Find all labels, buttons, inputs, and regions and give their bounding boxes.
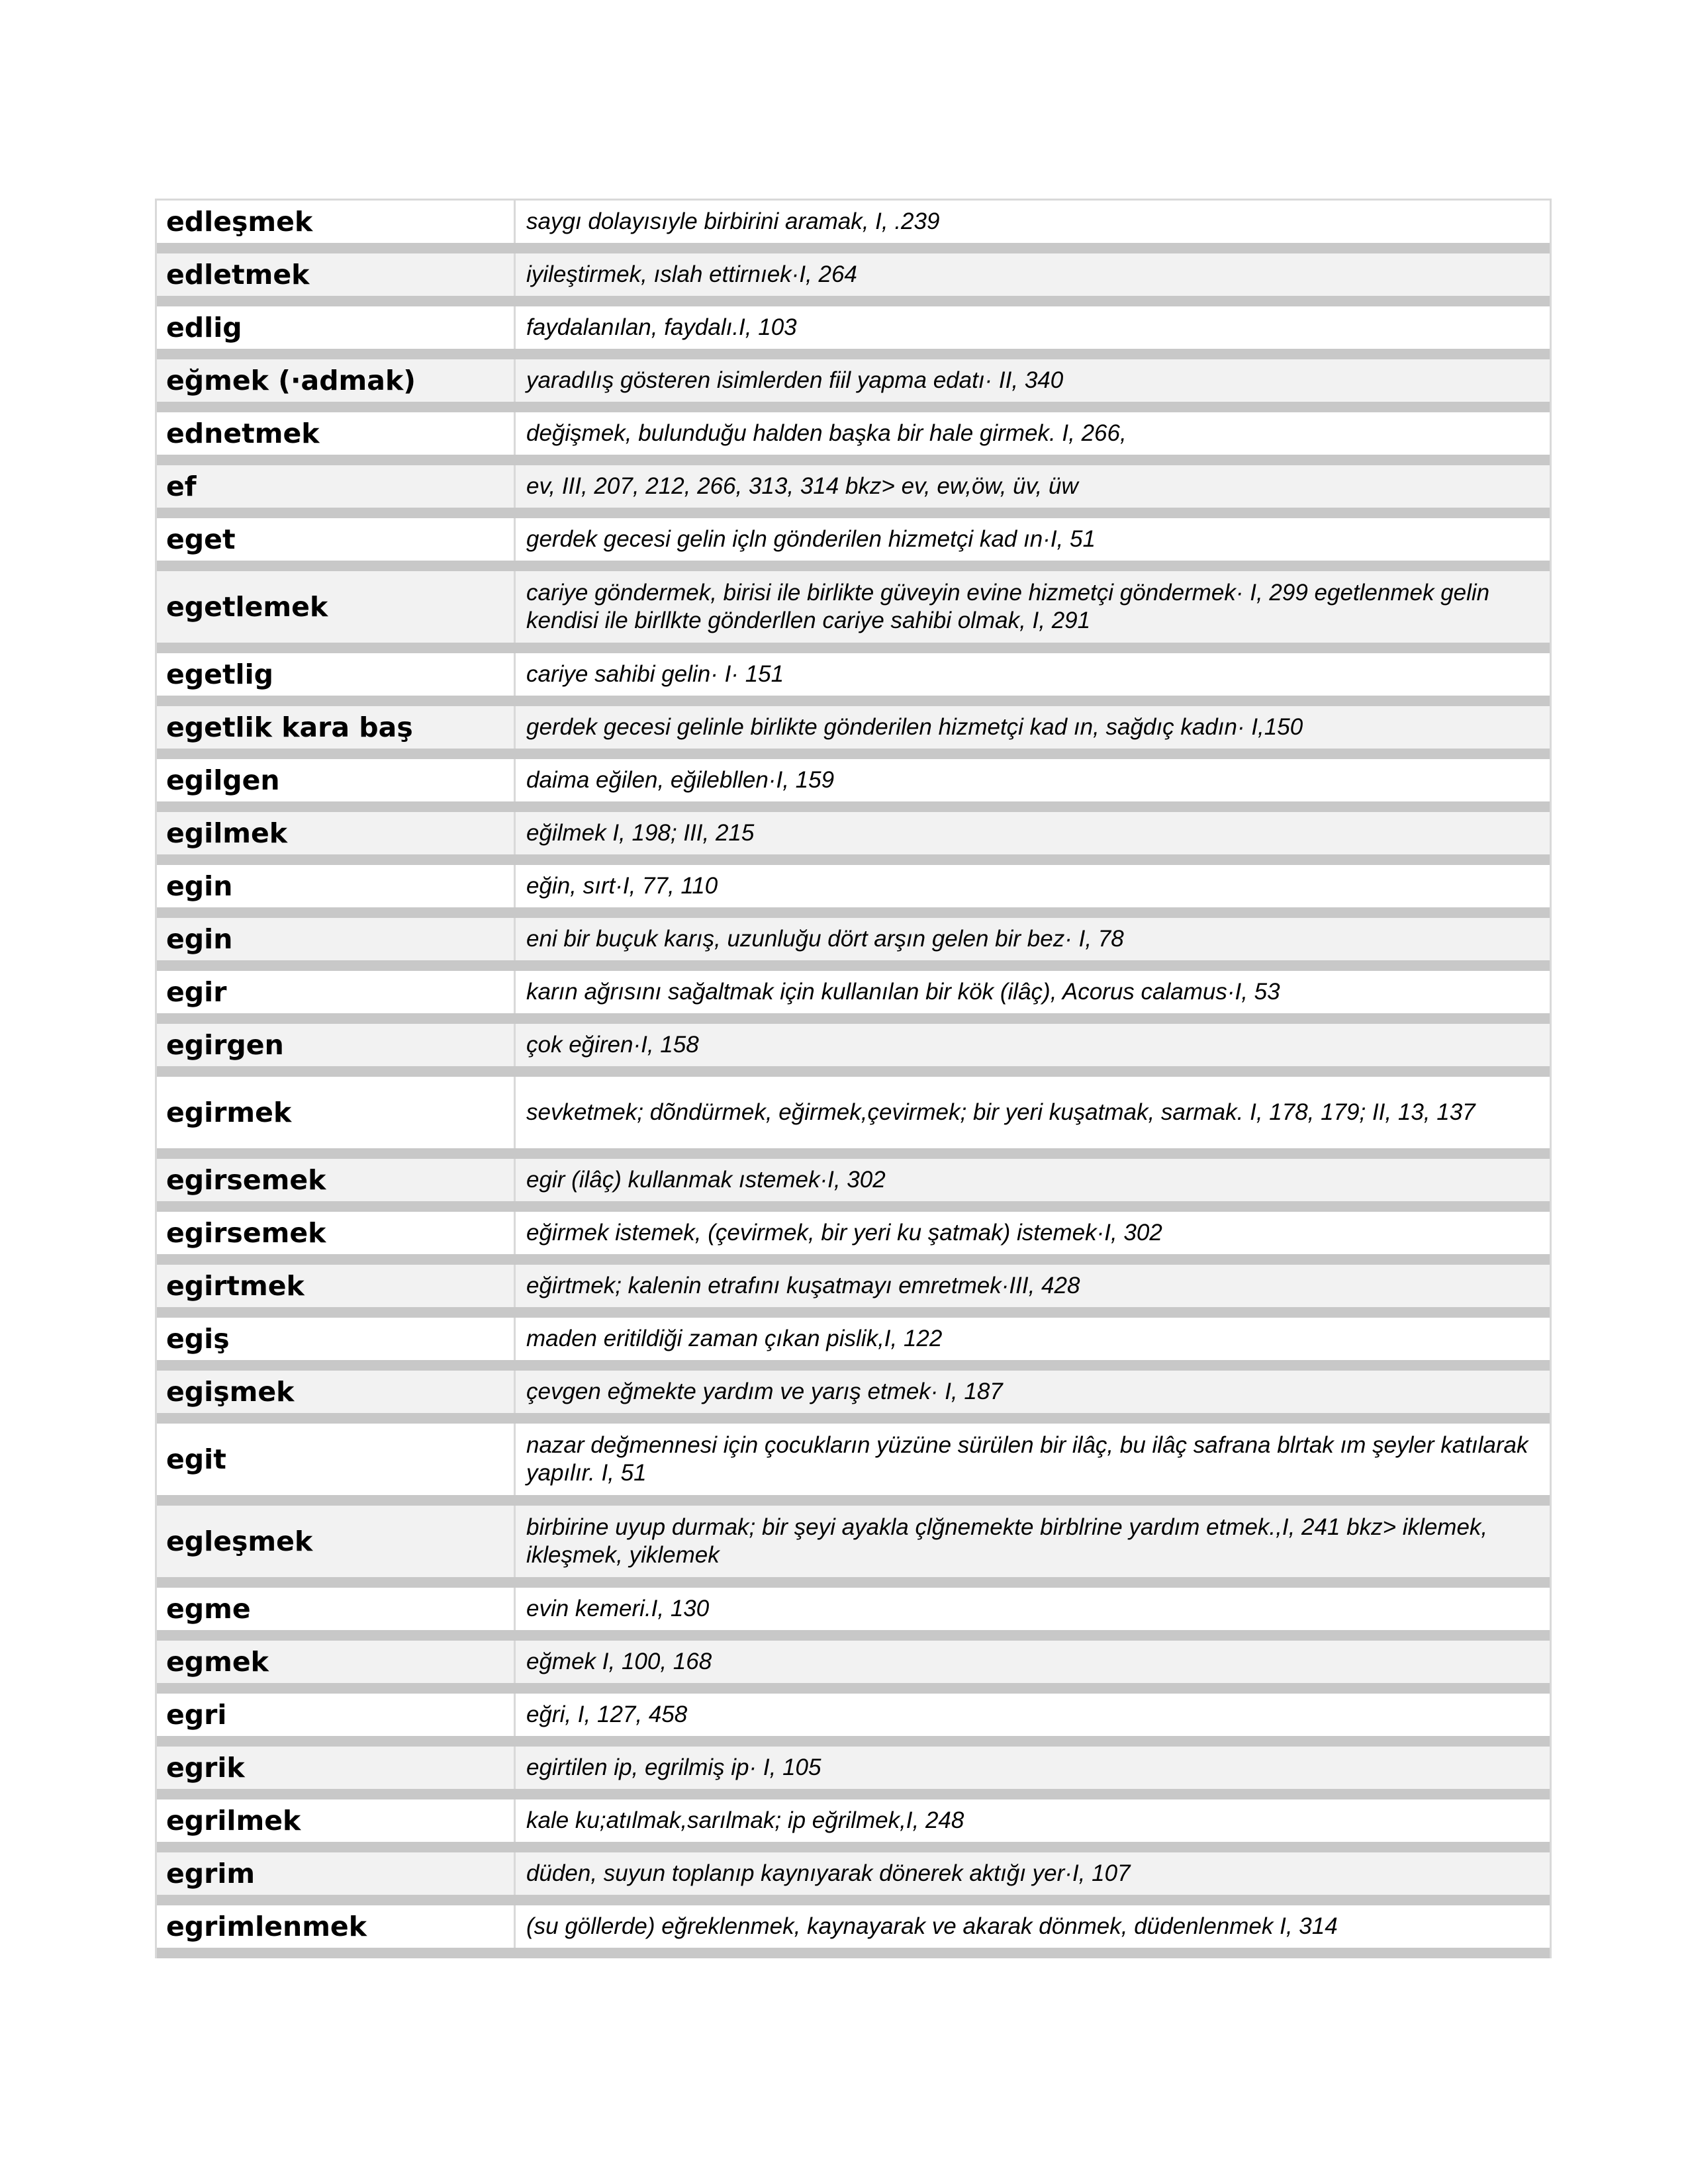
table-row [157,201,1550,253]
table-row [157,465,1550,518]
definition: yaradılış gösteren isimlerden fiil yapma edatı· II, 340 [526,367,1064,393]
table-row [157,865,1550,918]
headword: eget [157,518,516,561]
definition: evin kemeri.I, 130 [526,1596,710,1621]
table-row [157,812,1550,865]
headword: egleşmek [157,1506,516,1577]
headword: egin [157,918,516,960]
headword: egri [157,1694,516,1736]
definition: cariye sahibi gelin· I· 151 [526,661,784,687]
definition: değişmek, bulunduğu halden başka bir hale girmek. I, 266, [526,420,1127,446]
headword: ef [157,465,516,508]
headword: egin [157,865,516,907]
dictionary-table [155,199,1552,1958]
headword: egilgen [157,759,516,801]
table-row [157,1905,1550,1958]
definition: eğirmek istemek, (çevirmek, bir yeri ku şatmak) istemek·I, 302 [526,1220,1162,1246]
definition: düden, suyun toplanıp kaynıyarak dönerek aktığı yer·I, 107 [526,1860,1131,1886]
headword: egmek [157,1641,516,1683]
headword: egrilmek [157,1799,516,1842]
definition: egir (ilâç) kullanmak ıstemek·I, 302 [526,1167,886,1193]
table-row [157,1077,1550,1159]
definition: eğirtmek; kalenin etrafını kuşatmayı emretmek·III, 428 [526,1273,1080,1298]
headword: egir [157,971,516,1013]
headword: egetlik kara baş [157,706,516,749]
headword: egrik [157,1747,516,1789]
headword: egme [157,1588,516,1630]
definition: eni bir buçuk karış, uzunluğu dört arşın gelen bir bez· I, 78 [526,926,1124,952]
headword: egirtmek [157,1265,516,1307]
headword: egirsemek [157,1159,516,1201]
table-row [157,1159,1550,1212]
definition: çevgen eğmekte yardım ve yarış etmek· I, 187 [526,1379,1003,1404]
definition: eğmek I, 100, 168 [526,1649,712,1674]
definition: iyileştirmek, ıslah ettirnıek·I, 264 [526,261,857,287]
headword: egit [157,1424,516,1495]
table-row [157,1371,1550,1424]
table-row [157,971,1550,1024]
headword: egirgen [157,1024,516,1066]
table-row [157,759,1550,812]
definition: sevketmek; dõndürmek, eğirmek,çevirmek; bir yeri kuşatmak, sarmak. I, 178, 179; II, 13, 137 [526,1099,1476,1125]
definition: egirtilen ip, egrilmiş ip· I, 105 [526,1754,821,1780]
table-row [157,412,1550,465]
table-row [157,1318,1550,1371]
definition: karın ağrısını sağaltmak için kullanılan bir kök (ilâç), Acorus calamus·I, 53 [526,979,1280,1005]
table-row [157,1024,1550,1077]
headword: egrimlenmek [157,1905,516,1948]
table-row [157,1588,1550,1641]
definition: maden eritildiği zaman çıkan pislik,I, 122 [526,1326,943,1351]
definition: gerdek gecesi gelinle birlikte gönderilen hizmetçi kad ın, sağdıç kadın· I,150 [526,714,1303,740]
definition: faydalanılan, faydalı.I, 103 [526,314,797,340]
table-row [157,653,1550,706]
definition: daima eğilen, eğilebllen·I, 159 [526,767,835,793]
definition: kale ku;atılmak,sarılmak; ip eğrilmek,I, 248 [526,1807,964,1833]
headword: egirsemek [157,1212,516,1254]
headword: edleşmek [157,201,516,243]
table-row [157,1852,1550,1905]
table-row [157,306,1550,359]
table-row [157,571,1550,653]
definition: (su göllerde) eğreklenmek, kaynayarak ve akarak dönmek, düdenlenmek I, 314 [526,1913,1338,1939]
table-row [157,706,1550,759]
definition: eğilmek I, 198; III, 215 [526,820,755,846]
headword: egiş [157,1318,516,1360]
headword: egetlig [157,653,516,696]
definition: gerdek gecesi gelin içln gönderilen hizmetçi kad ın·I, 51 [526,526,1096,552]
table-row [157,1265,1550,1318]
table-row [157,1799,1550,1852]
table-row [157,1424,1550,1506]
table-row [157,1747,1550,1799]
definition: ev, III, 207, 212, 266, 313, 314 bkz> ev, ew,öw, üv, üw [526,473,1078,499]
definition: çok eğiren·I, 158 [526,1032,699,1058]
headword: egrim [157,1852,516,1895]
table-row [157,1641,1550,1694]
headword: egetlemek [157,571,516,643]
table-row [157,359,1550,412]
table-row [157,1506,1550,1588]
headword: egirmek [157,1077,516,1148]
headword: ednetmek [157,412,516,455]
table-row [157,1694,1550,1747]
definition: nazar değmennesi için çocukların yüzüne sürülen bir ilâç, bu ilâç safrana blrtak ım şeyler katılarak yapılır. I, 51 [526,1432,1528,1486]
headword: egilmek [157,812,516,854]
definition: eğin, sırt·I, 77, 110 [526,873,718,899]
table-row [157,518,1550,571]
definition: birbirine uyup durmak; bir şeyi ayakla çlğnemekte birblrine yardım etmek.,I, 241 bkz> iklemek, ikleşmek, yiklemek [526,1514,1488,1568]
table-row [157,253,1550,306]
table-row [157,1212,1550,1265]
headword: egişmek [157,1371,516,1413]
headword: edletmek [157,253,516,296]
headword: edlig [157,306,516,349]
headword: eğmek (·admak) [157,359,516,402]
definition: eğri, I, 127, 458 [526,1702,688,1727]
definition: cariye göndermek, birisi ile birlikte güveyin evine hizmetçi göndermek· I, 299 egetlenmek gelin kendisi ile birllkte gönderllen cariye sahibi olmak, I, 291 [526,580,1490,633]
definition: saygı dolayısıyle birbirini aramak, I, .239 [526,208,940,234]
table-row [157,918,1550,971]
